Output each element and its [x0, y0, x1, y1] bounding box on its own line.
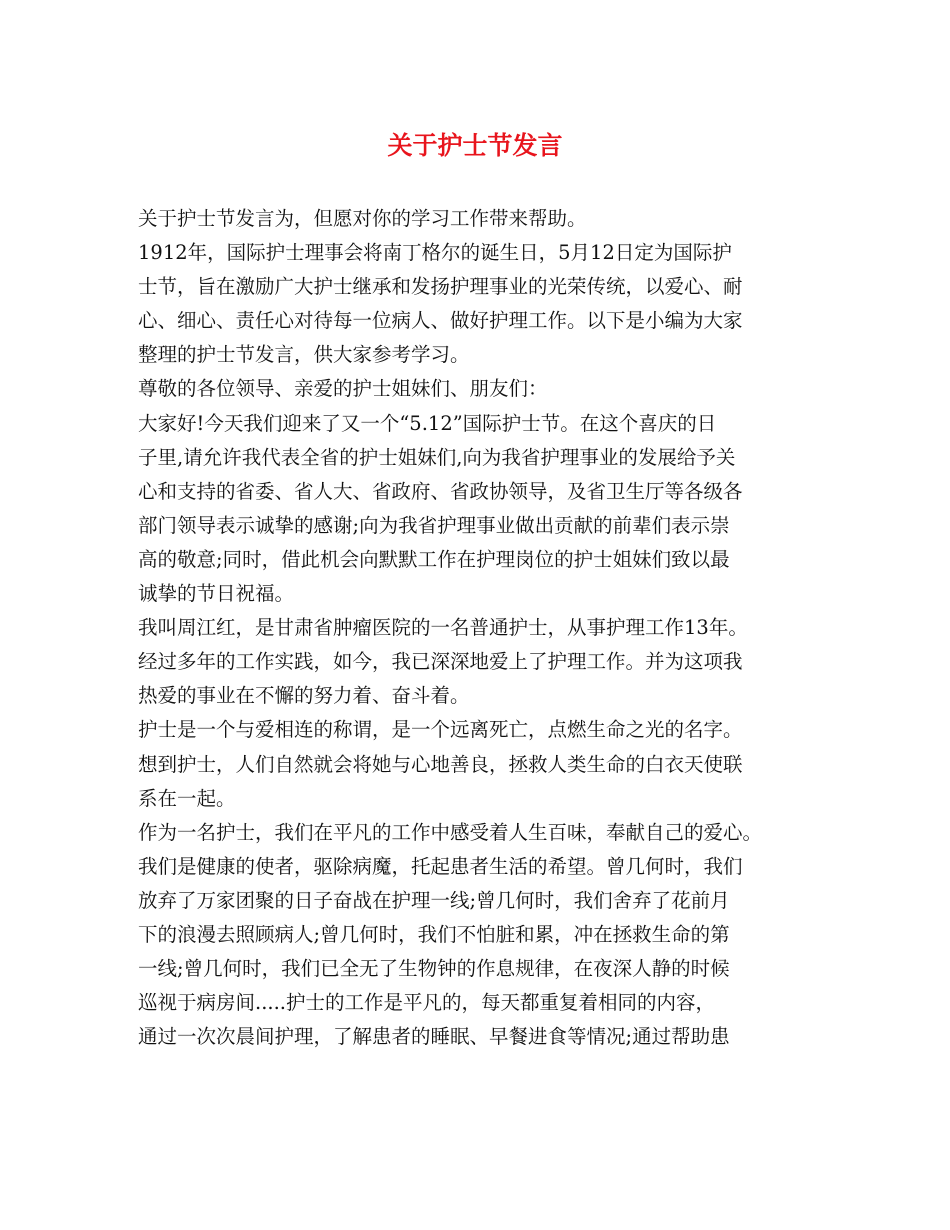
body-line: 想到护士，人们自然就会将她与心地善良，拯救人类生命的白衣天使联	[138, 752, 743, 776]
document-body	[138, 202, 828, 1054]
body-line: 经过多年的工作实践，如今，我已深深地爱上了护理工作。并为这项我	[138, 650, 743, 674]
body-line: 高的敬意;同时，借此机会向默默工作在护理岗位的护士姐妹们致以最	[138, 547, 730, 571]
body-line: 一线;曾几何时，我们已全无了生物钟的作息规律，在夜深人静的时候	[138, 957, 730, 981]
body-line: 子里,请允许我代表全省的护士姐妹们,向为我省护理事业的发展给予关	[138, 445, 736, 469]
document-title: 关于护士节发言	[387, 131, 563, 160]
body-line: 心和支持的省委、省人大、省政府、省政协领导，及省卫生厅等各级各	[138, 479, 743, 503]
body-line: 关于护士节发言为，但愿对你的学习工作带来帮助。	[138, 207, 587, 230]
body-line: 心、细心、责任心对待每一位病人、做好护理工作。以下是小编为大家	[138, 309, 743, 333]
body-line: 大家好!今天我们迎来了又一个“5.12”国际护士节。在这个喜庆的日	[138, 411, 717, 435]
body-line: 我叫周江红，是甘肃省肿瘤医院的一名普通护士，从事护理工作13年。	[138, 616, 748, 640]
body-line: 诚挚的节日祝福。	[138, 582, 295, 606]
body-line: 士节，旨在激励广大护士继承和发扬护理事业的光荣传统，以爱心、耐	[138, 275, 743, 299]
body-line: 部门领导表示诚挚的感谢;向为我省护理事业做出贡献的前辈们表示崇	[138, 513, 730, 537]
body-line: 作为一名护士，我们在平凡的工作中感受着人生百味，奉献自己的爱心。	[138, 820, 763, 844]
body-line: 系在一起。	[138, 786, 236, 810]
body-line: 下的浪漫去照顾病人;曾几何时，我们不怕脏和累，冲在拯救生命的第	[138, 922, 730, 946]
body-line: 通过一次次晨间护理，了解患者的睡眠、早餐进食等情况;通过帮助患	[138, 1025, 730, 1049]
body-line: 1912年，国际护士理事会将南丁格尔的诞生日，5月12日定为国际护	[138, 241, 732, 265]
body-line: 放弃了万家团聚的日子奋战在护理一线;曾几何时，我们舍弃了花前月	[138, 888, 730, 912]
body-line: 我们是健康的使者，驱除病魔，托起患者生活的希望。曾几何时，我们	[138, 854, 743, 878]
body-line: 热爱的事业在不懈的努力着、奋斗着。	[138, 684, 470, 708]
body-line: 尊敬的各位领导、亲爱的护士姐妹们、朋友们：	[138, 377, 548, 401]
body-line: 巡视于病房间.....护士的工作是平凡的，每天都重复着相同的内容，	[138, 991, 715, 1015]
body-line: 护士是一个与爱相连的称谓，是一个远离死亡，点燃生命之光的名字。	[138, 718, 743, 742]
body-line: 整理的护士节发言，供大家参考学习。	[138, 343, 470, 367]
